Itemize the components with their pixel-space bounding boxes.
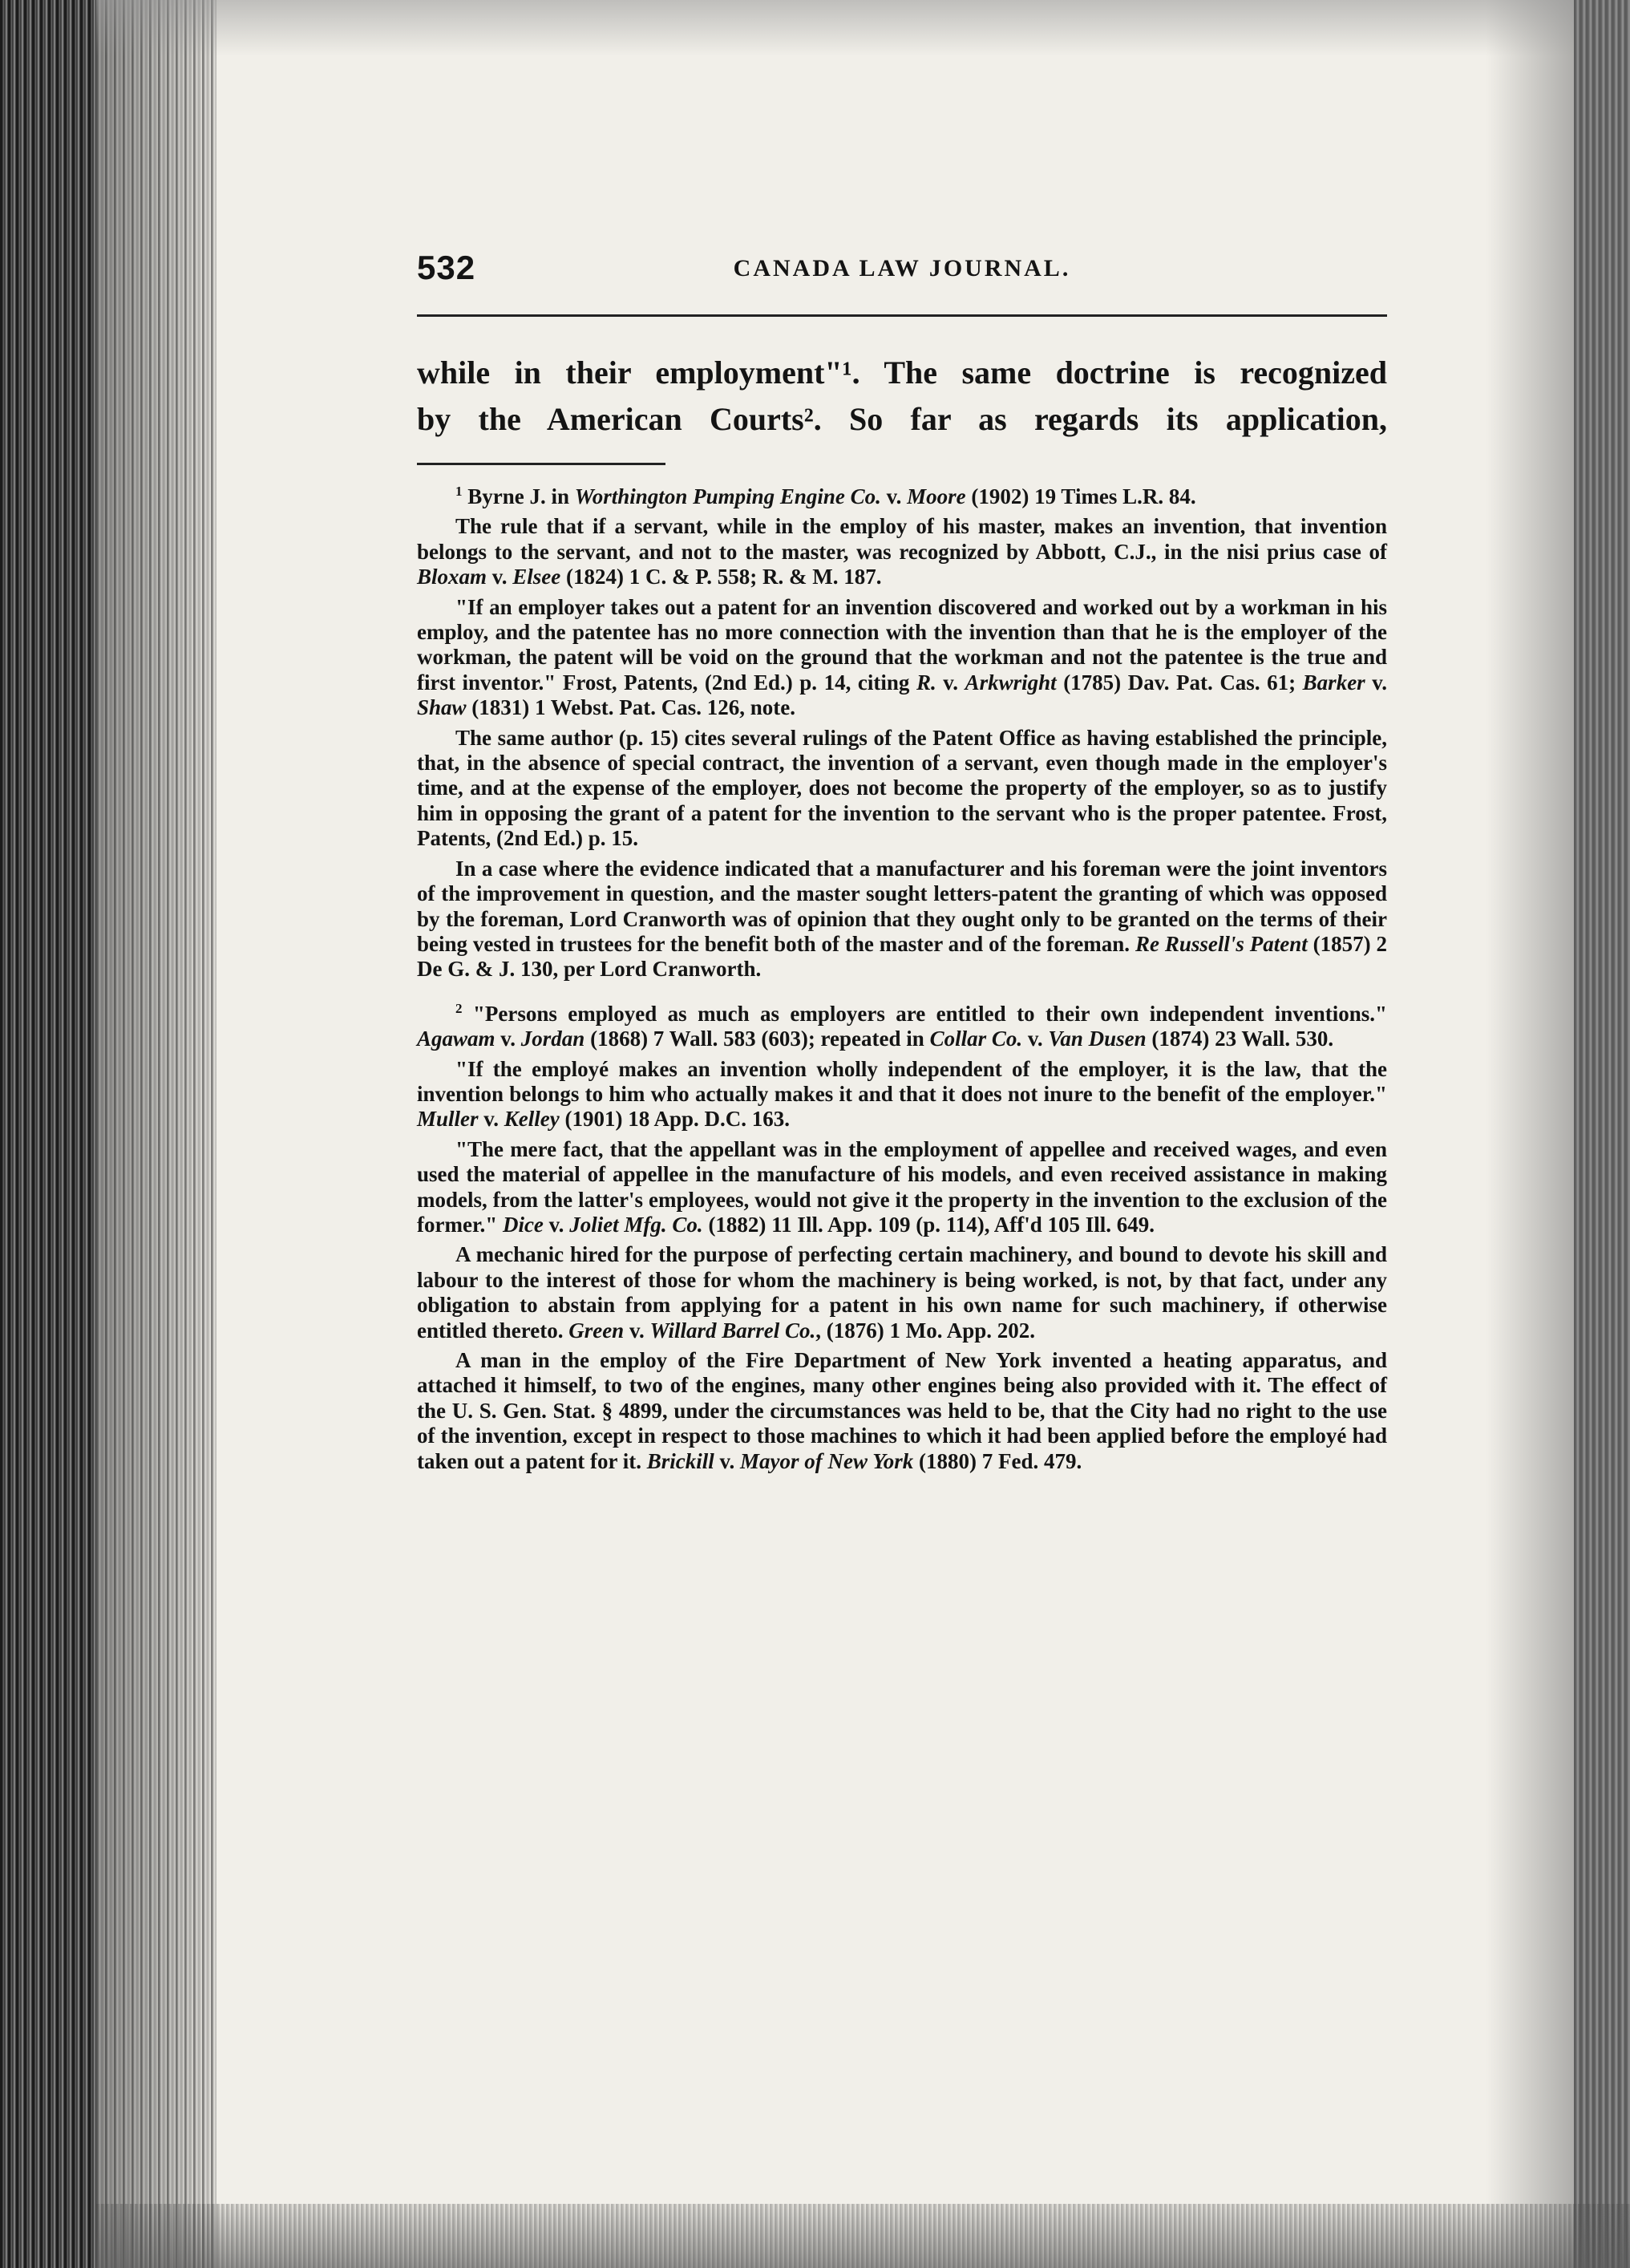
footnote-text: v.	[487, 565, 513, 589]
case-name: Moore	[907, 484, 966, 508]
body-line: by the American Courts². So far as regards its application,	[417, 401, 1387, 437]
footnote-text: (1831) 1 Webst. Pat. Cas. 126, note.	[466, 695, 796, 720]
case-name: Shaw	[417, 695, 467, 720]
footnotes	[417, 484, 1387, 1474]
journal-title: CANADA LAW JOURNAL.	[733, 255, 1071, 281]
case-name: Kelley	[504, 1107, 560, 1132]
footnote-text: v.	[624, 1318, 650, 1343]
header-rule	[417, 314, 1387, 317]
footnote-text: A man in the employ of the Fire Department of New York invented a heating apparatus, and attached it himself, to two of the engines, many other engines being also provided with it. The effect of the U. S. Gen. Stat. § 4899, under the circumstances was held to be, that the City had no right to the use of the invention, except in respect to those machines to which it had been applied before the employé had taken out a patent for it.	[417, 1348, 1387, 1473]
footnote-text: v.	[478, 1107, 504, 1132]
case-name: Mayor of New York	[740, 1448, 914, 1473]
footnote-text: A mechanic hired for the purpose of perfecting certain machinery, and bound to devote his skill and labour to the interest of those for whom the machinery is being worked, is not, by that fact, under any obligation to abstain from applying for a patent in his own name for such machinery, if otherwise entitled thereto.	[417, 1242, 1387, 1343]
gutter-fade	[96, 0, 216, 2268]
footnote-text: v.	[714, 1448, 741, 1473]
footnote-text: (1901) 18 App. D.C. 163.	[559, 1107, 791, 1132]
footnote-paragraph	[417, 1242, 1387, 1343]
footnote-paragraph	[417, 1002, 1387, 1052]
case-name: Brickill	[646, 1448, 714, 1473]
footnote-paragraph	[417, 1348, 1387, 1474]
case-name: Re Russell's Patent	[1135, 931, 1308, 956]
footnote-text: v.	[936, 670, 965, 695]
footnote-text: The same author (p. 15) cites several rulings of the Patent Office as having established the principle, that, in the absence of special contract, the invention of a servant, even though made in the employer's time, and at the expense of the employer, does not become the property of the employer, so as to justify him in opposing the grant of a patent for the invention to the servant who is the proper patentee. Frost, Patents, (2nd Ed.) p. 15.	[417, 725, 1387, 851]
footnote-text: (1902) 19 Times L.R. 84.	[965, 484, 1196, 508]
footnote-text: "If the employé makes an invention wholly independent of the employer, it is the law, that the invention belongs to him who actually makes it and that it does not inure to the benefit of the employer."	[417, 1056, 1387, 1106]
footnote-text: Byrne J. in	[462, 484, 575, 508]
footnote-text: v.	[1365, 670, 1387, 695]
footnote-marker: 2	[455, 1000, 463, 1016]
footnote-paragraph	[417, 514, 1387, 589]
body-text	[417, 350, 1387, 443]
footnote-paragraph	[417, 1057, 1387, 1132]
footnote-text: "If an employer takes out a patent for an invention discovered and worked out by a workman in his employ, and the patentee has no more connection with the invention than that he is the employer of the workman, the patent will be void on the ground that the workman and not the patentee is the true and first inventor." Frost, Patents, (2nd Ed.) p. 14, citing	[417, 594, 1387, 695]
footnote-text: "The mere fact, that the appellant was in the employment of appellee and received wages, and even used the material of appellee in the manufacture of his models, and even received assistance in making models, from the latter's employees, would not give it the property in the invention to the exclusion of the former."	[417, 1136, 1387, 1237]
footnote-text: v.	[495, 1027, 521, 1051]
footnote-text: (1882) 11 Ill. App. 109 (p. 114), Aff'd 105 Ill. 649.	[702, 1212, 1155, 1237]
running-head	[417, 249, 1387, 290]
case-name: Collar Co.	[929, 1027, 1023, 1051]
page-content	[417, 0, 1387, 2268]
footnote-paragraph	[417, 726, 1387, 852]
footnote-text: (1874) 23 Wall. 530.	[1146, 1027, 1334, 1051]
footnote-text: , (1876) 1 Mo. App. 202.	[815, 1318, 1036, 1343]
case-name: Worthington Pumping Engine Co.	[574, 484, 881, 508]
footnote-marker: 1	[455, 484, 463, 499]
footnote-text: (1880) 7 Fed. 479.	[913, 1448, 1082, 1473]
body-line: while in their employment"¹. The same doctrine is recognized	[417, 354, 1387, 391]
case-name: Bloxam	[417, 565, 487, 589]
case-name: Dice	[502, 1212, 544, 1237]
case-name: Van Dusen	[1048, 1027, 1147, 1051]
footnote-text: (1824) 1 C. & P. 558; R. & M. 187.	[560, 565, 882, 589]
case-name: Green	[568, 1318, 625, 1343]
case-name: Jordan	[520, 1027, 585, 1051]
case-name: R.	[916, 670, 936, 695]
footnote-text: In a case where the evidence indicated that a manufacturer and his foreman were the joint inventors of the improvement in question, and the master sought letters-patent the granting of which was opposed by the foreman, Lord Cranworth was of opinion that they ought only to be granted on the terms of their being vested in trustees for the benefit both of the master and of the foreman.	[417, 856, 1387, 956]
page-right-edge	[1574, 0, 1630, 2268]
case-name: Arkwright	[965, 670, 1057, 695]
footnote-text: (1868) 7 Wall. 583 (603); repeated in	[584, 1027, 930, 1051]
right-edge-fade	[1486, 0, 1574, 2268]
footnote-text: (1785) Dav. Pat. Cas. 61;	[1056, 670, 1303, 695]
footnote-text: The rule that if a servant, while in the employ of his master, makes an invention, that invention belongs to the servant, and not to the master, was recognized by Abbott, C.J., in the nisi prius case of	[417, 514, 1387, 564]
footnote-paragraph	[417, 857, 1387, 982]
case-name: Agawam	[417, 1027, 495, 1051]
footnote-text: v.	[1022, 1027, 1049, 1051]
footnote-text: "Persons employed as much as employers are entitled to their own independent inventions."	[462, 1001, 1387, 1026]
case-name: Barker	[1302, 670, 1365, 695]
page-number: 532	[417, 249, 476, 286]
book-gutter-shadow	[0, 0, 96, 2268]
footnote-paragraph	[417, 595, 1387, 721]
footnote-paragraph	[417, 1137, 1387, 1238]
footnote-text: v.	[880, 484, 908, 508]
footnote-rule	[417, 463, 665, 465]
case-name: Elsee	[512, 565, 561, 589]
footnote-text: v.	[543, 1212, 570, 1237]
case-name: Willard Barrel Co.	[649, 1318, 816, 1343]
footnote-paragraph	[417, 484, 1387, 509]
footnote-text: (1857) 2 De G. & J. 130, per Lord Cranworth.	[417, 931, 1387, 982]
case-name: Joliet Mfg. Co.	[569, 1212, 703, 1237]
case-name: Muller	[417, 1107, 479, 1132]
